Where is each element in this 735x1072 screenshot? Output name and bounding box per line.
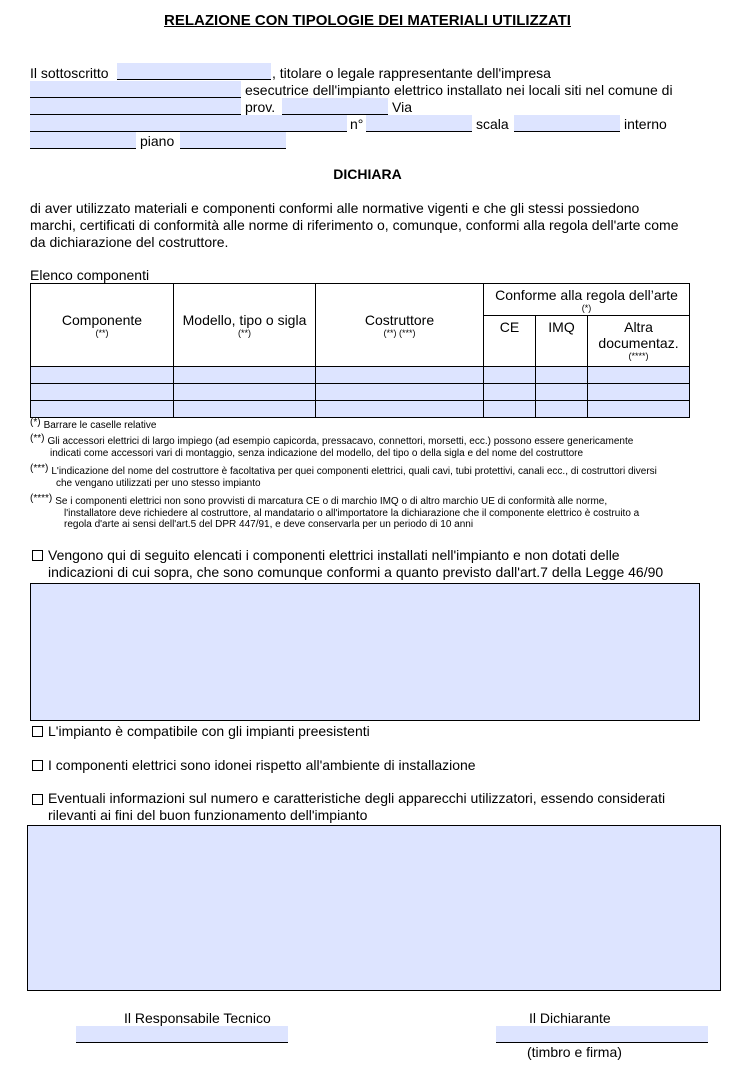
header-componente-label: Componente <box>61 312 143 328</box>
dichiara-heading: DICHIARA <box>333 166 402 182</box>
header-altra <box>588 316 690 367</box>
cell-imq[interactable] <box>536 367 588 384</box>
header-modello-label: Modello, tipo o sigla <box>182 312 307 328</box>
comune-field[interactable] <box>30 98 241 115</box>
impresa-field[interactable] <box>30 81 241 98</box>
vengono-textarea[interactable] <box>30 583 700 721</box>
via-label: Via <box>392 99 412 115</box>
header-imq: IMQ <box>536 316 588 367</box>
footnote-text: L'indicazione del nome del costruttore è facoltativa per quei componenti elettrici, quali cavi, tubi protettivi, canali ecc., di costruttori diversi <box>51 466 657 477</box>
declaration-line: da dichiarazione del costruttore. <box>30 234 229 250</box>
piano-label: piano <box>140 133 175 149</box>
footnote-mark: (****) <box>30 493 53 504</box>
vengono-label-1: Vengono qui di seguito elencati i componenti elettrici installati nell'impianto e non dotati delle <box>48 547 620 563</box>
idonei-label: I componenti elettrici sono idonei rispetto all'ambiente di installazione <box>48 757 476 773</box>
footnote-mark: (*) <box>30 417 41 428</box>
cell-componente[interactable] <box>31 384 174 401</box>
footnote-3 <box>30 463 735 489</box>
footnote-text: indicati come accessori vari di montaggio, senza indicazione del modello, del tipo o della sigla e del nome del costruttore <box>50 447 584 459</box>
dichiarante-label: Il Dichiarante <box>529 1010 611 1026</box>
components-label: Elenco componenti <box>30 267 150 283</box>
footnote-4 <box>30 493 730 531</box>
cell-modello[interactable] <box>174 367 316 384</box>
vengono-checkbox[interactable] <box>32 550 43 561</box>
table-row <box>31 401 690 418</box>
cell-ce[interactable] <box>484 367 536 384</box>
cell-altra[interactable] <box>588 401 690 418</box>
via-field[interactable] <box>30 115 347 132</box>
numero-field[interactable] <box>366 115 472 132</box>
header-conforme-note: (*) <box>581 302 592 313</box>
cell-ce[interactable] <box>484 401 536 418</box>
cell-costruttore[interactable] <box>316 401 484 418</box>
declaration-text <box>30 200 679 251</box>
header-modello-note: (**) <box>238 328 251 338</box>
header-modello <box>174 284 316 367</box>
interno-field[interactable] <box>30 132 136 149</box>
responsabile-label: Il Responsabile Tecnico <box>124 1010 271 1026</box>
table-header-row <box>31 284 690 316</box>
footnote-text: regola d'arte ai sensi dell'art.5 del DPR 447/91, e deve conservarla per un periodo di 10 anni <box>64 519 474 530</box>
compatibile-checkbox[interactable] <box>32 726 43 737</box>
scala-label: scala <box>476 116 509 132</box>
piano-field[interactable] <box>180 132 286 149</box>
interno-label: interno <box>624 116 667 132</box>
footnote-text: Barrare le caselle relative <box>43 420 157 431</box>
cell-ce[interactable] <box>484 384 536 401</box>
dichiarante-signature-field[interactable] <box>496 1026 708 1043</box>
footnote-text: l'installatore deve richiedere al costruttore, al mandatario o all'importatore la dichiarazione che il componente elettrico è costruito a <box>64 507 640 519</box>
footnote-text: che vengano utilizzati per uno stesso impianto <box>56 477 261 489</box>
header-costruttore-note: (**) (***) <box>383 328 416 338</box>
page-title: RELAZIONE CON TIPOLOGIE DEI MATERIALI UTILIZZATI <box>164 12 571 29</box>
cell-modello[interactable] <box>174 401 316 418</box>
eventuali-checkbox[interactable] <box>32 794 43 805</box>
cell-costruttore[interactable] <box>316 367 484 384</box>
esecutrice-label: esecutrice dell'impianto elettrico installato nei locali siti nel comune di <box>245 82 673 98</box>
header-ce: CE <box>484 316 536 367</box>
header-altra-label: Altra documentaz. <box>598 319 679 351</box>
prov-label: prov. <box>245 99 276 115</box>
footnote-2 <box>30 433 730 459</box>
sottoscritto-field[interactable] <box>117 63 271 80</box>
eventuali-label-1: Eventuali informazioni sul numero e caratteristiche degli apparecchi utilizzatori, essendo considerati <box>48 790 666 806</box>
footnote-1 <box>30 417 730 432</box>
cell-componente[interactable] <box>31 401 174 418</box>
declaration-line: di aver utilizzato materiali e componenti conformi alle normative vigenti e che gli stessi possiedono <box>30 200 640 216</box>
cell-modello[interactable] <box>174 384 316 401</box>
idonei-checkbox[interactable] <box>32 760 43 771</box>
cell-imq[interactable] <box>536 384 588 401</box>
responsabile-signature-field[interactable] <box>76 1026 288 1043</box>
header-componente-note: (**) <box>95 328 109 338</box>
footnote-mark: (***) <box>30 463 49 474</box>
header-componente <box>31 284 174 367</box>
eventuali-textarea[interactable] <box>27 825 721 991</box>
header-conforme <box>484 284 690 316</box>
table-row <box>31 384 690 401</box>
scala-field[interactable] <box>514 115 620 132</box>
sottoscritto-label: Il sottoscritto <box>30 65 109 81</box>
numero-label: n° <box>350 116 364 132</box>
vengono-label-2: indicazioni di cui sopra, che sono comunque conformi a quanto previsto dall'art.7 della Legge 46/90 <box>48 564 664 580</box>
cell-altra[interactable] <box>588 367 690 384</box>
cell-altra[interactable] <box>588 384 690 401</box>
footnote-text: Se i componenti elettrici non sono provvisti di marcatura CE o di marchio IMQ o di altro marchio UE di conformità alle norme, <box>55 496 608 507</box>
compatibile-label: L'impianto è compatibile con gli impianti preesistenti <box>48 723 370 739</box>
declaration-line: marchi, certificati di conformità alle norme di riferimento o, comunque, conformi alla regola dell'arte come <box>30 217 679 233</box>
cell-imq[interactable] <box>536 401 588 418</box>
components-table <box>30 283 690 418</box>
header-conforme-label: Conforme alla regola dell’arte <box>495 286 678 303</box>
cell-costruttore[interactable] <box>316 384 484 401</box>
header-costruttore <box>316 284 484 367</box>
footnote-text: Gli accessori elettrici di largo impiego (ad esempio capicorda, pressacavo, connettori, morsetti, ecc.) possono essere genericamente <box>47 436 634 447</box>
prov-field[interactable] <box>282 98 388 115</box>
footnote-mark: (**) <box>30 433 45 444</box>
header-altra-note: (****) <box>628 351 649 361</box>
timbro-label: (timbro e firma) <box>527 1044 622 1060</box>
eventuali-label-2: rilevanti ai fini del buon funzionamento dell'impianto <box>48 807 368 823</box>
cell-componente[interactable] <box>31 367 174 384</box>
header-costruttore-label: Costruttore <box>364 312 435 328</box>
table-row <box>31 367 690 384</box>
titolare-label: , titolare o legale rappresentante dell'impresa <box>272 65 551 81</box>
